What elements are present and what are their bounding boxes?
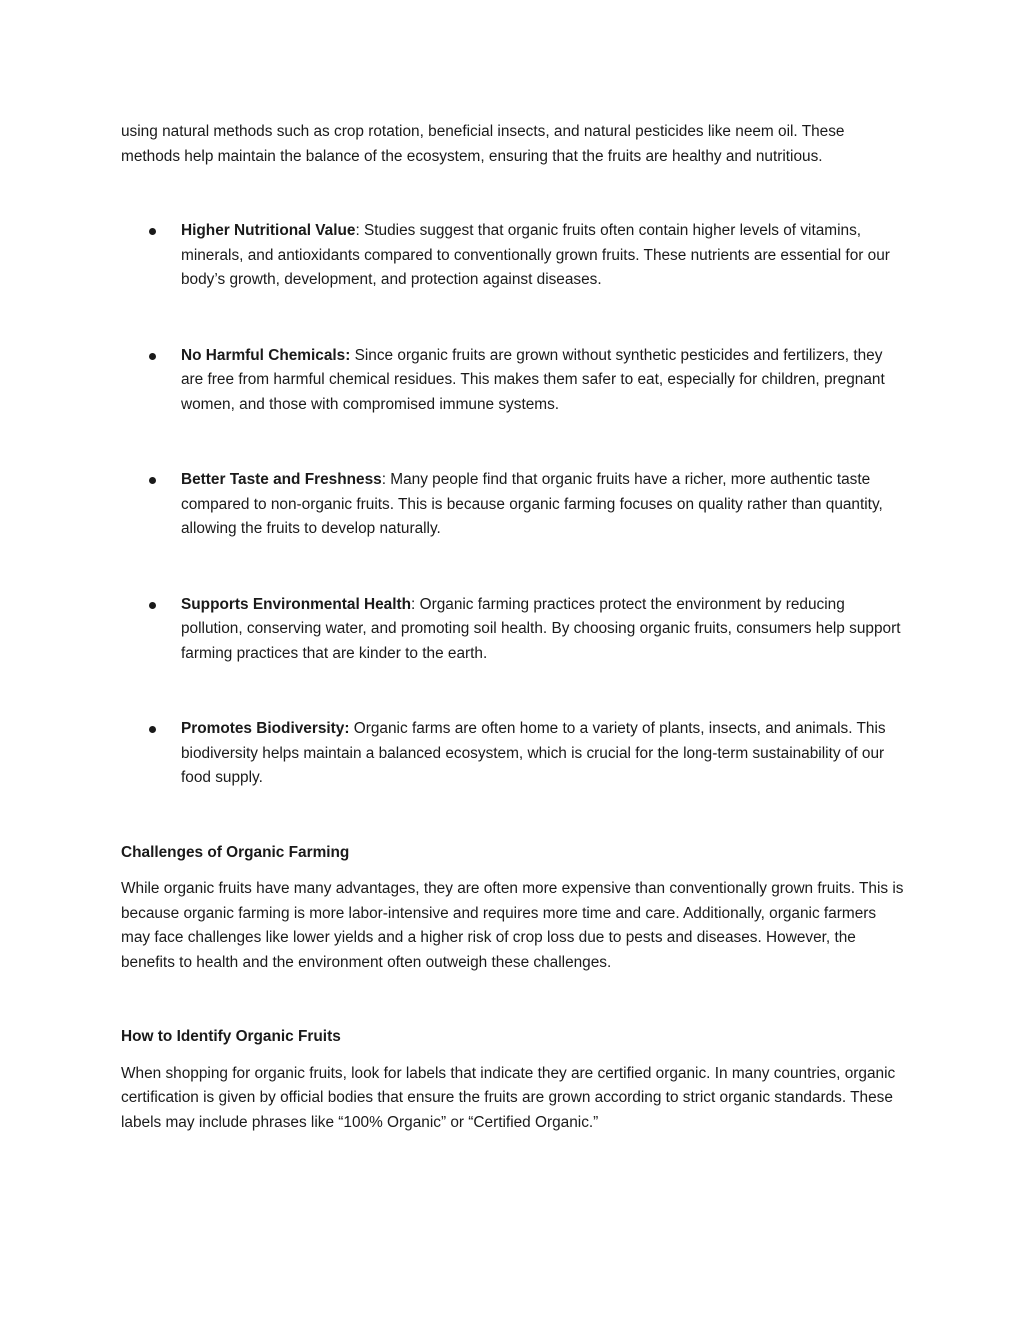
- intro-paragraph: using natural methods such as crop rotation, beneficial insects, and natural pesticides like neem oil. These methods help maintain the balance of the ecosystem, ensuring that the fruits are healthy and nutritious.: [121, 123, 845, 165]
- section-body-challenges: While organic fruits have many advantages, they are often more expensive than conventionally grown fruits. This is because organic farming is more labor-intensive and requires more time and care. Additionally, organic farmers may face challenges like lower yields and a higher risk of crop loss due to pests and diseases. However, the benefits to health and the environment often outweigh these challenges.: [121, 880, 904, 971]
- benefit-text: Organic farms are often home to a variety of plants, insects, and animals. This biodiversity helps maintain a balanced ecosystem, which is crucial for the long-term sustainability of our food supply.: [181, 720, 886, 786]
- benefit-term: Better Taste and Freshness: [181, 471, 382, 488]
- benefit-term: Supports Environmental Health: [181, 595, 412, 613]
- list-item: [121, 468, 906, 542]
- benefit-text: : Organic farming practices protect the environment by reducing pollution, conserving water, and promoting soil health. By choosing organic fruits, consumers help support farming practices that are kinder to the earth.: [181, 595, 901, 662]
- benefit-text: Since organic fruits are grown without synthetic pesticides and fertilizers, they are free from harmful chemical residues. This makes them safer to eat, especially for children, pregnant women, and those with compromised immune systems.: [181, 346, 885, 413]
- benefit-text: : Many people find that organic fruits have a richer, more authentic taste compared to non-organic fruits. This is because organic farming focuses on quality rather than quantity, allowing the fruits to develop naturally.: [181, 471, 883, 537]
- benefits-list: [121, 219, 906, 791]
- section-body-identify: When shopping for organic fruits, look for labels that indicate they are certified organic. In many countries, organic certification is given by official bodies that ensure the fruits are grown according to strict organic standards. These labels may include phrases like “100% Organic” or “Certified Organic.”: [121, 1064, 896, 1131]
- benefit-text: : Studies suggest that organic fruits often contain higher levels of vitamins, minerals, and antioxidants compared to conventionally grown fruits. These nutrients are essential for our body’s growth, development, and protection against diseases.: [181, 222, 890, 288]
- list-item: [121, 219, 906, 293]
- section-heading-identify: How to Identify Organic Fruits: [121, 1028, 341, 1045]
- benefit-term: No Harmful Chemicals:: [181, 346, 351, 364]
- bullet-icon: [149, 353, 156, 360]
- list-item: [121, 717, 906, 791]
- benefit-term: Promotes Biodiversity:: [181, 720, 350, 737]
- page-content: [121, 120, 906, 1135]
- list-item: [121, 593, 906, 667]
- benefit-term: Higher Nutritional Value: [181, 222, 356, 239]
- bullet-icon: [149, 602, 156, 609]
- section-heading-challenges: Challenges of Organic Farming: [121, 843, 350, 861]
- bullet-icon: [149, 726, 156, 733]
- list-item: [121, 344, 906, 418]
- bullet-icon: [149, 477, 156, 484]
- bullet-icon: [149, 228, 156, 235]
